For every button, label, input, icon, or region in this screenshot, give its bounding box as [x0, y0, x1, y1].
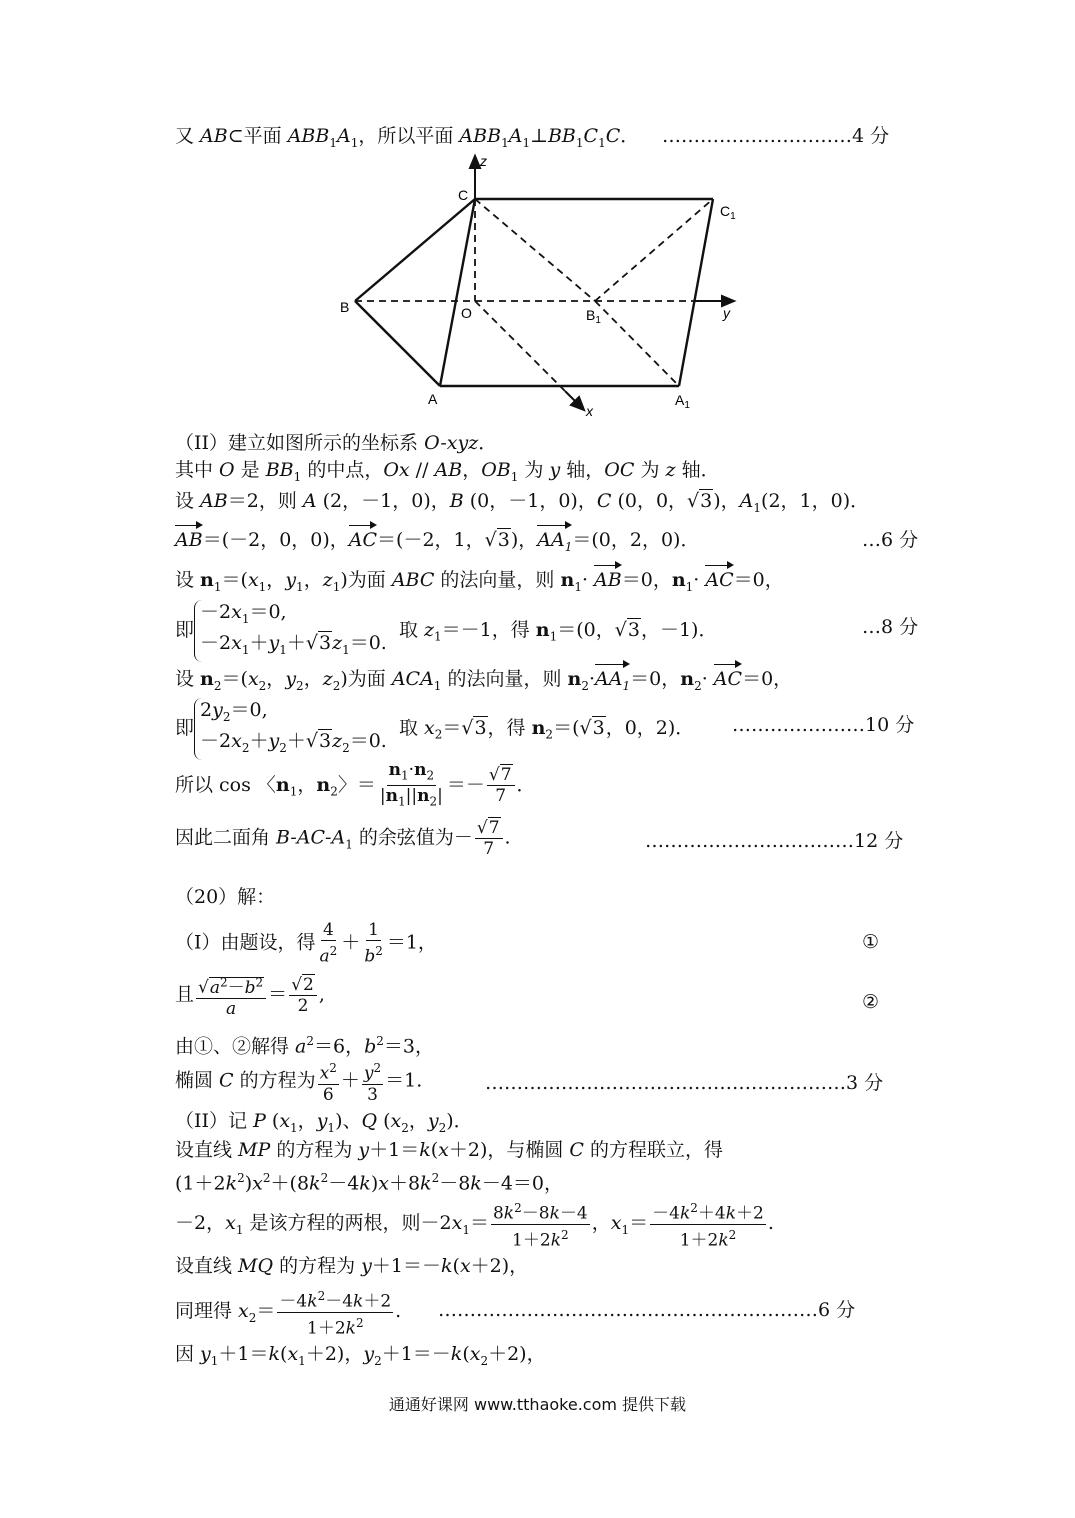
label-O: O	[461, 305, 472, 321]
page-footer: 通通好课网 www.tthaoke.com 提供下载	[388, 1395, 687, 1414]
label-A: A	[428, 391, 438, 407]
part2-head: （II）建立如图所示的坐标系 O-xyz．	[175, 432, 498, 454]
q20-line8: －2，$x_1$ 是该方程的两根，则$-2x_1=$ $\frac{8k^2-8k-4}{1+2k^2}$ ，$x_1=$ $\frac{-4k^2+4k+2}{1+2k^2}$ .	[175, 1198, 774, 1250]
score-3: …………………………………………………3 分	[485, 1072, 884, 1094]
q20-line11: 因 $y_1+1=k(x_1+2)$，$y_2+1=-k(x_2+2)$，	[175, 1343, 546, 1368]
part2-line2: 其中 O 是 $BB_1$ 的中点，Ox // AB，$OB_1$ 为 y 轴，OC 为 z 轴．	[175, 459, 720, 484]
q20-line2: 且 $\frac{√a^2-b^2}{a}$ ＝ $\frac{√2}{2}$ ,	[175, 972, 325, 1019]
score-6a: …6 分	[862, 529, 919, 551]
edge-A-C	[440, 199, 475, 386]
label-A1: $A_1$	[675, 392, 690, 411]
q20-line10: 同理得 $x_2=$ $\frac{-4k^2-4k+2}{1+2k^2}$ .	[175, 1286, 401, 1338]
q20-head: （20）解：	[175, 886, 276, 908]
q20-line1: （I）由题设，得 $\frac{4}{a^2}$ ＋ $\frac{1}{b^2}$ ＝1，	[175, 920, 437, 967]
q20-line7: $(1+2k^2)x^2+(8k^2-4k)x+8k^2-8k-4=0$，	[175, 1171, 563, 1195]
line-top: 又 AB⊂平面 $ABB_1A_1$，所以平面 $ABB_1A_1\perp BB_1C_1C$．	[175, 125, 640, 150]
q20-line9: 设直线 MQ 的方程为 y＋1＝－k(x＋2)，	[175, 1255, 529, 1277]
score-10: …………………10 分	[732, 714, 915, 736]
segment-B1-C1	[595, 199, 713, 301]
answer-line: 因此二面角 $B-AC-A_1$ 的余弦值为－ $\frac{√7}{7}$ .	[175, 818, 511, 859]
segment-B1-A1	[595, 301, 679, 386]
segment-C-B1	[475, 199, 595, 301]
part2-normal1: 设 $n_1=(x_1$，$y_1$，$z_1$)为面 ABC 的法向量，则 $n_1\cdot AB=0$，$n_1\cdot AC=0$，	[175, 569, 784, 594]
edge-B-A	[355, 301, 440, 386]
mark-1: ①	[862, 931, 880, 953]
q20-line4: 椭圆 C 的方程为 $\frac{x^2}{6}$ ＋ $\frac{y^2}{3}$ ＝1.	[175, 1058, 422, 1105]
score-4: …………………………4 分	[662, 125, 890, 147]
system-1: 即$-2x_1=0$, $-2x_1+y_1+√3z_1=0$. 取 $z_1=-1$，得 $n_1=(0$，√3，－1)．	[175, 600, 717, 662]
axis-x-dashed	[475, 301, 565, 391]
edge-C-B	[355, 199, 475, 301]
label-C1: $C_1$	[720, 203, 736, 222]
label-x: x	[586, 403, 593, 419]
label-y: y	[723, 305, 730, 321]
q20-line5: （II）记 P ($x_1$，$y_1$)、Q ($x_2$，$y_2$)．	[175, 1110, 473, 1135]
q20-line3: 由①、②解得 $a^2=6$，$b^2=3$，	[175, 1034, 435, 1058]
mark-2: ②	[862, 991, 880, 1013]
score-12: ……………………………12 分	[645, 830, 904, 852]
label-B: B	[340, 299, 350, 315]
part2-line3: 设 AB＝2，则 A (2，－1，0)，B (0，－1，0)，C (0，0，√3)，$A_1(2$，1，0)．	[175, 490, 870, 515]
axis-z-arrow	[470, 156, 480, 168]
score-6b: ……………………………………………………6 分	[438, 1299, 856, 1321]
edge-C1-A1	[679, 199, 713, 386]
q20-line6: 设直线 MP 的方程为 y＋1＝k(x＋2)，与椭圆 C 的方程联立，得	[175, 1139, 724, 1161]
system-2: 即$2y_2=0$, $-2x_2+y_2+√3z_2=0$. 取 $x_2=√3$，得 $n_2=(√3$，0，2)．	[175, 698, 694, 760]
label-B1: $B_1$	[586, 307, 601, 326]
cos-line: 所以 cos 〈$n_1$，$n_2$〉＝ $\frac{n_1\cdot n_2}{|n_1||n_2|}$ ＝－ $\frac{√7}{7}$ ．	[175, 760, 536, 809]
label-z: z	[480, 153, 487, 169]
part2-vectors: AB＝(－2，0，0)，AC＝(－2，1，√3)，$AA_1=(0$，2，0)．	[175, 527, 699, 560]
prism-figure	[330, 150, 750, 425]
part2-normal2: 设 $n_2=(x_2$，$y_2$，$z_2$)为面 $ACA_1$ 的法向量，则 $n_2\cdot AA_1=0$，$n_2\cdot AC=0$，	[175, 666, 792, 699]
score-8: …8 分	[862, 616, 919, 638]
label-C: C	[458, 187, 469, 203]
